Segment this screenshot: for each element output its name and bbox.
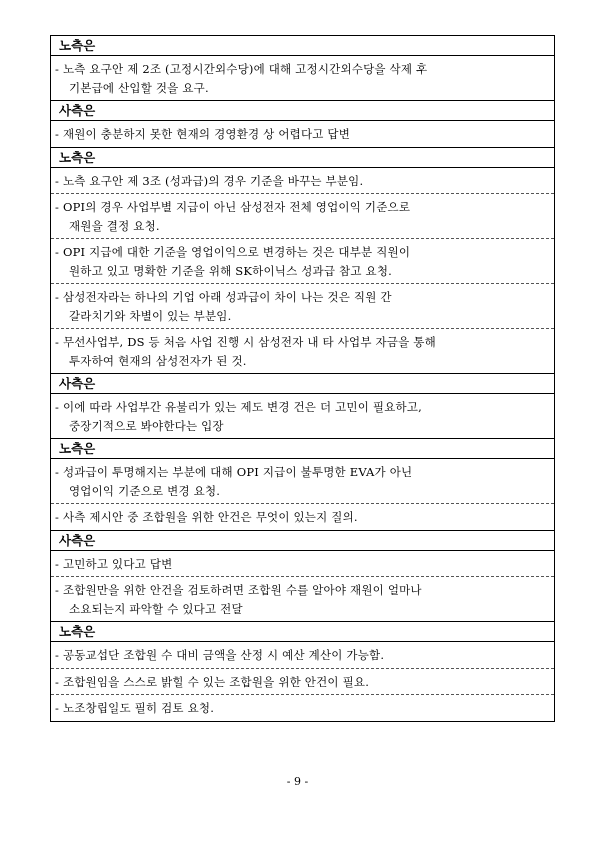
bullet-continuation-line: 기본급에 산입할 것을 요구. (69, 80, 209, 95)
bullet-item (51, 394, 554, 438)
bullet-line: - 노측 요구안 제 2조 (고정시간외수당)에 대해 고정시간외수당을 삭제 후 (55, 62, 428, 76)
bullet-item (51, 121, 554, 147)
bullet-item (51, 168, 554, 195)
bullet-line: - 사측 제시안 중 조합원을 위한 안건은 무엇이 있는지 질의. (55, 510, 358, 524)
section-header: 노측은 (51, 148, 554, 168)
bullet-item (51, 695, 554, 721)
section-2 (51, 101, 554, 148)
bullet-line: - 노조창립일도 필히 검토 요청. (55, 701, 215, 715)
bullet-line: - OPI 지급에 대한 기준을 영업이익으로 변경하는 것은 대부분 직원이 (55, 245, 411, 259)
bullet-continuation-line: 원하고 있고 명확한 기준을 위해 SK하이닉스 성과급 참고 요청. (69, 263, 392, 278)
bullet-line: - 노측 요구안 제 3조 (성과급)의 경우 기준을 바꾸는 부분임. (55, 173, 364, 188)
bullet-continuation-line: 소요되는지 파악할 수 있다고 전달 (69, 601, 243, 616)
section-7 (51, 622, 554, 722)
section-6 (51, 531, 554, 623)
bullet-item (51, 56, 554, 100)
bullet-continuation-line: 중장기적으로 봐야한다는 입장 (69, 418, 224, 433)
bullet-line: - 조합원만을 위한 안건을 검토하려면 조합원 수를 알아야 재원이 얼마나 (55, 583, 422, 597)
section-header: 노측은 (51, 439, 554, 459)
bullet-item (51, 239, 554, 284)
bullet-continuation-line: 투자하여 현재의 삼성전자가 된 것. (69, 353, 247, 368)
bullet-line: - 공동교섭단 조합원 수 대비 금액을 산정 시 예산 계산이 가능함. (55, 648, 385, 662)
section-header: 노측은 (51, 36, 554, 56)
bullet-item (51, 504, 554, 530)
bullet-line: - 고민하고 있다고 답변 (55, 556, 173, 571)
section-4 (51, 374, 554, 439)
bullet-item (51, 642, 554, 669)
bullet-line: - 성과급이 투명해지는 부분에 대해 OPI 지급이 불투명한 EVA가 아닌 (55, 465, 413, 479)
bullet-continuation-line: 영업이익 기준으로 변경 요청. (69, 483, 221, 498)
section-header: 사측은 (51, 374, 554, 394)
section-header: 사측은 (51, 531, 554, 551)
section-1 (51, 36, 554, 101)
bullet-item (51, 551, 554, 578)
minutes-table (50, 35, 555, 722)
bullet-item (51, 194, 554, 239)
bullet-continuation-line: 재원을 결정 요청. (69, 218, 160, 233)
bullet-line: - 이에 따라 사업부간 유불리가 있는 제도 변경 건은 더 고민이 필요하고, (55, 400, 423, 414)
bullet-item (51, 329, 554, 373)
section-3 (51, 148, 554, 375)
bullet-item (51, 284, 554, 329)
bullet-line: - OPI의 경우 사업부별 지급이 아닌 삼성전자 전체 영업이익 기준으로 (55, 200, 411, 214)
bullet-item (51, 577, 554, 621)
bullet-continuation-line: 갈라치기와 차별이 있는 부분임. (69, 308, 232, 323)
section-header: 노측은 (51, 622, 554, 642)
bullet-line: - 조합원임을 스스로 밝힐 수 있는 조합원을 위한 안건이 필요. (55, 674, 370, 689)
bullet-item (51, 669, 554, 696)
section-5 (51, 439, 554, 531)
bullet-item (51, 459, 554, 504)
bullet-line: - 삼성전자라는 하나의 기업 아래 성과급이 차이 나는 것은 직원 간 (55, 290, 392, 304)
bullet-line: - 재원이 충분하지 못한 현재의 경영환경 상 어렵다고 답변 (55, 127, 351, 141)
page-number: - 9 - (286, 775, 309, 788)
bullet-line: - 무선사업부, DS 등 처음 사업 진행 시 삼성전자 내 타 사업부 자금을 통해 (55, 335, 436, 349)
section-header: 사측은 (51, 101, 554, 121)
